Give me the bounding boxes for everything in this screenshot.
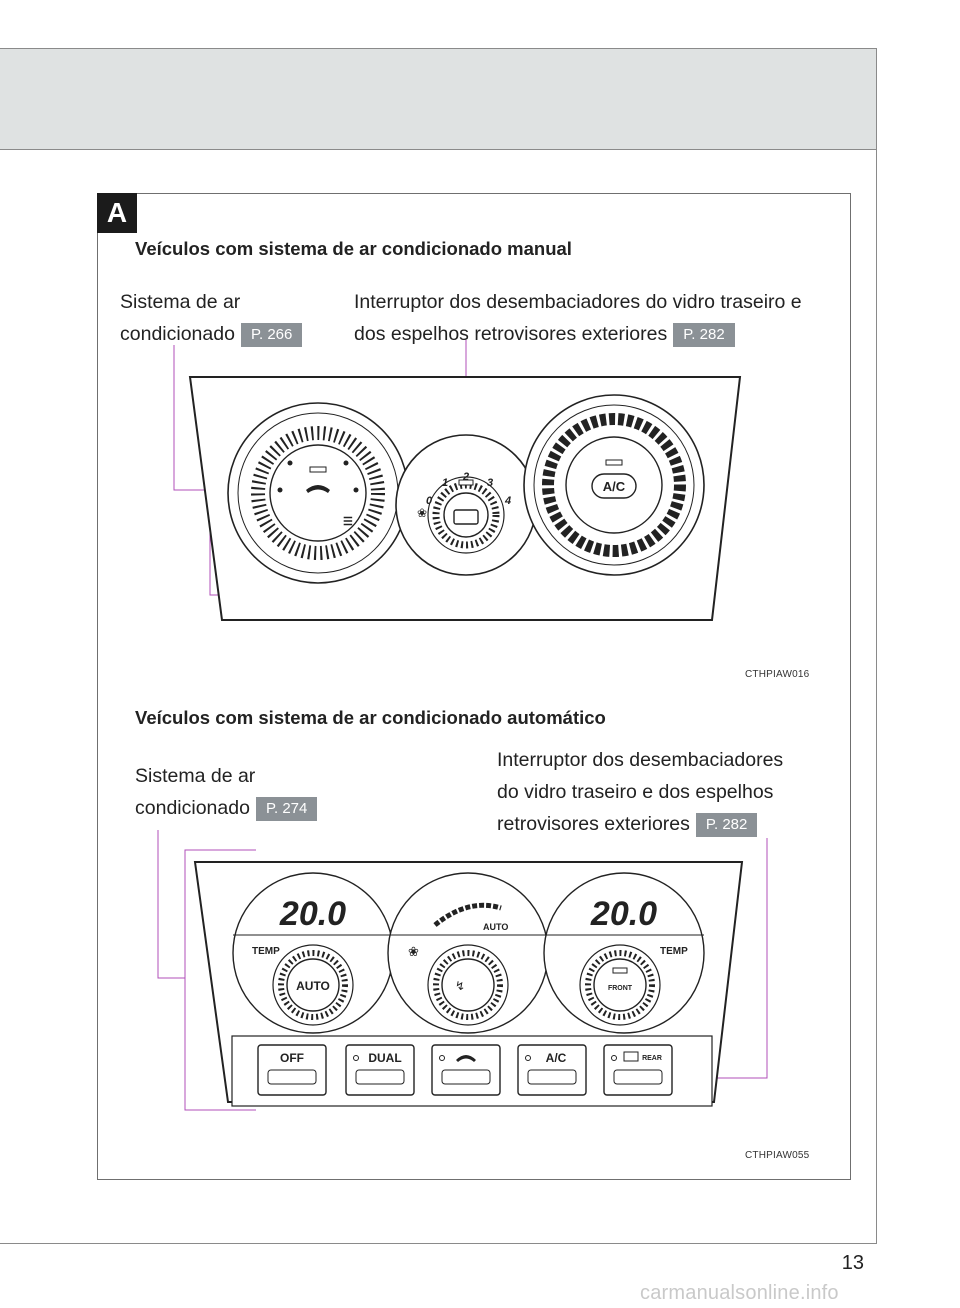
mode-dial[interactable]	[228, 403, 408, 583]
rear-button-label: REAR	[642, 1055, 662, 1062]
right-temp-dial[interactable]	[544, 873, 704, 1033]
off-button-label: OFF	[280, 1051, 304, 1065]
header-band	[0, 48, 877, 150]
page-number: 13	[841, 1252, 864, 1274]
windshield-defrost-icon: ☰	[343, 516, 353, 528]
left-temp-display: 20.0	[279, 895, 347, 933]
auto-ac-label-line2: condicionado	[135, 797, 250, 819]
fan-speed-0: 0	[426, 495, 433, 507]
auto-button-label: AUTO	[296, 979, 330, 993]
manual-defog-page-ref[interactable]: P. 282	[673, 323, 734, 347]
auto-defog-label-line1: Interruptor dos desembaciadores	[497, 749, 784, 771]
manual-control-panel	[160, 340, 780, 630]
airflow-mode-button[interactable]	[442, 959, 494, 1011]
section-tab: A	[97, 193, 137, 233]
manual-defog-label-line1: Interruptor dos desembaciadores do vidro traseiro e	[354, 291, 802, 313]
left-temp-label: TEMP	[252, 946, 280, 957]
fan-mode-dial[interactable]	[388, 873, 548, 1033]
manual-ac-page-ref[interactable]: P. 266	[241, 323, 302, 347]
auto-figure-code: CTHPIAW055	[745, 1150, 810, 1161]
left-temp-dial[interactable]	[233, 873, 393, 1033]
right-temp-label: TEMP	[660, 946, 688, 957]
manual-defog-label-line2: dos espelhos retrovisores exteriores	[354, 323, 668, 345]
front-defrost-label: FRONT	[607, 985, 633, 992]
dual-button-label: DUAL	[368, 1051, 402, 1065]
auto-section-title: Veículos com sistema de ar condicionado automático	[135, 707, 606, 728]
strip-button-recirculation[interactable]	[432, 1045, 500, 1095]
manual-figure-code: CTHPIAW016	[745, 669, 810, 680]
strip-button-rear-defog[interactable]	[604, 1045, 672, 1095]
auto-ac-callout	[135, 760, 317, 824]
ac-button-label: A/C	[545, 1051, 567, 1065]
auto-defog-label-line2: do vidro traseiro e dos espelhos	[497, 781, 774, 803]
watermark: carmanualsonline.info	[640, 1282, 839, 1304]
auto-defog-page-ref[interactable]: P. 282	[696, 813, 757, 837]
fan-icon: ❀	[408, 944, 419, 959]
manual-ac-label-line2: condicionado	[120, 323, 235, 345]
ac-button-label: A/C	[602, 479, 626, 494]
right-temp-display: 20.0	[590, 895, 658, 933]
rear-defog-button[interactable]	[454, 510, 478, 524]
manual-ac-label-line1: Sistema de ar	[120, 291, 241, 313]
right-page-rule	[876, 48, 877, 1244]
fan-speed-1: 1	[442, 477, 449, 489]
bottom-page-rule	[0, 1243, 877, 1244]
airflow-mode-icon: ↯	[455, 979, 466, 993]
rear-defog-icon	[624, 1052, 638, 1061]
auto-ac-page-ref[interactable]: P. 274	[256, 797, 317, 821]
auto-defog-callout	[497, 744, 783, 840]
strip-button-dual[interactable]	[346, 1045, 414, 1095]
auto-defog-label-line3: retrovisores exteriores	[497, 813, 690, 835]
manual-section-title: Veículos com sistema de ar condicionado manual	[135, 238, 572, 259]
strip-button-ac[interactable]	[518, 1045, 586, 1095]
fan-auto-label: AUTO	[483, 922, 509, 932]
fan-speed-4: 4	[505, 495, 512, 507]
fan-speed-2: 2	[463, 471, 470, 483]
fan-icon: ❀	[417, 506, 428, 520]
strip-button-off[interactable]	[258, 1045, 326, 1095]
fan-speed-dial[interactable]	[396, 435, 536, 575]
fan-speed-3: 3	[487, 477, 494, 489]
auto-control-panel	[150, 830, 790, 1120]
temperature-dial[interactable]	[524, 395, 704, 575]
auto-ac-label-line1: Sistema de ar	[135, 765, 256, 787]
